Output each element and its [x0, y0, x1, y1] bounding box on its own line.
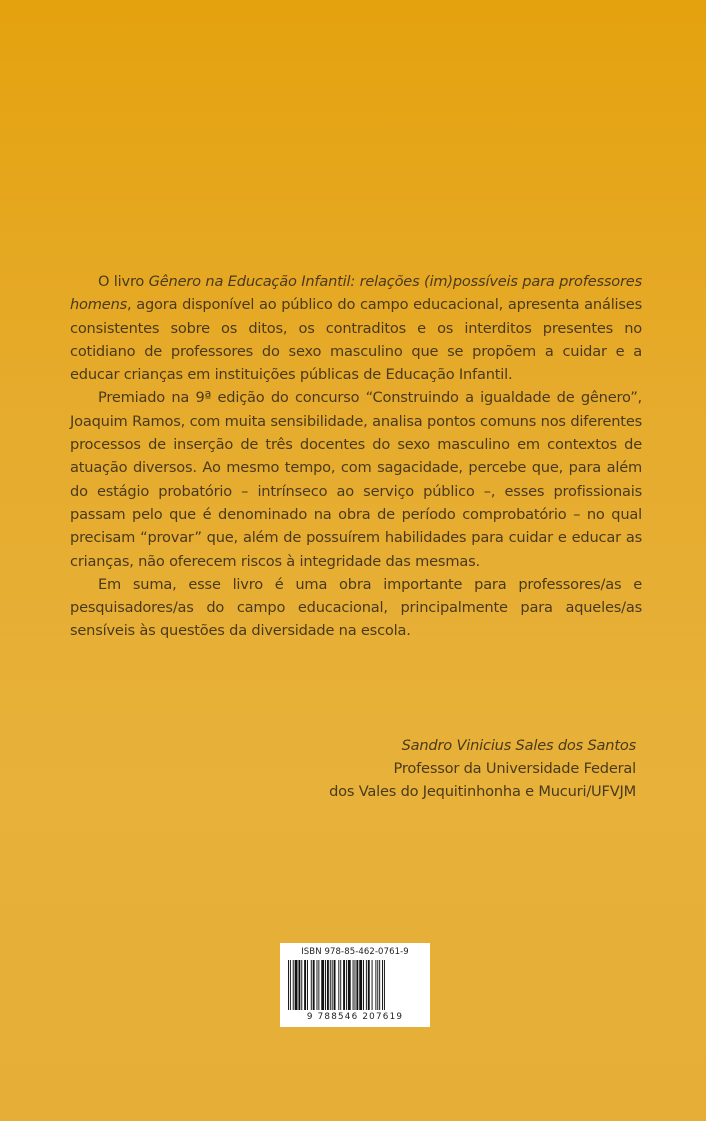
barcode-bar [359, 960, 362, 1010]
blurb-paragraph-2: Premiado na 9ª edição do concurso “Construindo a igualdade de gênero”, Joaquim Ramos, com muita sensibilidade, analisa pontos comuns nos diferentes processos de inserção de três docentes do sexo masculino em contextos de atuação diversos. Ao mesmo tempo, com sagacidade, percebe que, para além do estágio probatório – intrínseco ao serviço público –, esses profissionais passam pelo que é denominado na obra de período comprobatório – no qual precisam “provar” que, além de possuírem habilidades para cuidar e educar as crianças, não oferecem riscos à integridade das mesmas. [70, 389, 642, 570]
barcode-bar [366, 960, 367, 1010]
barcode-bar [290, 960, 291, 1010]
barcode-bar [332, 960, 333, 1010]
barcode-bar [363, 960, 364, 1010]
barcode-bar [334, 960, 336, 1010]
barcode-bar [307, 960, 308, 1010]
barcode-bar [313, 960, 315, 1010]
blurb-p1-lead: O livro [98, 273, 149, 290]
barcode-bar [377, 960, 378, 1010]
author-name: Sandro Vinicius Sales dos Santos [401, 737, 636, 754]
barcode-bar [348, 960, 351, 1010]
barcode-bar [311, 960, 312, 1010]
isbn-label: ISBN 978-85-462-0761-9 [301, 947, 409, 957]
barcode-bar [325, 960, 326, 1010]
barcode-bar [338, 960, 339, 1010]
barcode-bar [298, 960, 300, 1010]
barcode-bar [368, 960, 370, 1010]
barcode-bar [355, 960, 356, 1010]
barcode-bar [301, 960, 302, 1010]
isbn-barcode [280, 943, 430, 1027]
barcode-bar [356, 960, 358, 1010]
barcode-bar [295, 960, 298, 1010]
barcode-bar [375, 960, 376, 1010]
author-title-line-1: Professor da Universidade Federal [393, 760, 636, 777]
barcode-bar [343, 960, 345, 1010]
blurb-paragraph-1 [70, 270, 642, 386]
book-title: Gênero na Educação Infantil: relações (im)possíveis para professores homens [70, 273, 642, 314]
barcode-bar [293, 960, 294, 1010]
barcode-digits: 9 788546 207619 [306, 1012, 404, 1022]
barcode-bars [286, 960, 424, 1012]
barcode-bar [317, 960, 318, 1010]
barcode-bar [353, 960, 354, 1010]
barcode-bar [379, 960, 380, 1010]
barcode-bar [346, 960, 347, 1010]
author-title-line-2: dos Vales do Jequitinhonha e Mucuri/UFVJM [329, 783, 636, 800]
blurb-paragraph-3: Em suma, esse livro é uma obra importante para professores/as e pesquisadores/as do campo educacional, principalmente para aqueles/as sensíveis às questões da diversidade na escola. [70, 575, 642, 640]
barcode-bar [304, 960, 306, 1010]
barcode-bar [321, 960, 324, 1010]
barcode-bar [288, 960, 289, 1010]
barcode-bar [327, 960, 329, 1010]
barcode-bar [330, 960, 331, 1010]
barcode-bar [340, 960, 341, 1010]
blurb-p1-rest: , agora disponível ao público do campo educacional, apresenta análises consistentes sobre os ditos, os contraditos e os interditos presentes no cotidiano de professores do sexo masculino que se propõem a cuidar e a educar crianças em instituições públicas de Educação Infantil. [70, 296, 642, 384]
barcode-bar [382, 960, 383, 1010]
signature-block [329, 734, 636, 803]
barcode-bar [372, 960, 373, 1010]
barcode-bar [318, 960, 319, 1010]
barcode-bar [384, 960, 385, 1010]
blurb-text [70, 270, 642, 643]
